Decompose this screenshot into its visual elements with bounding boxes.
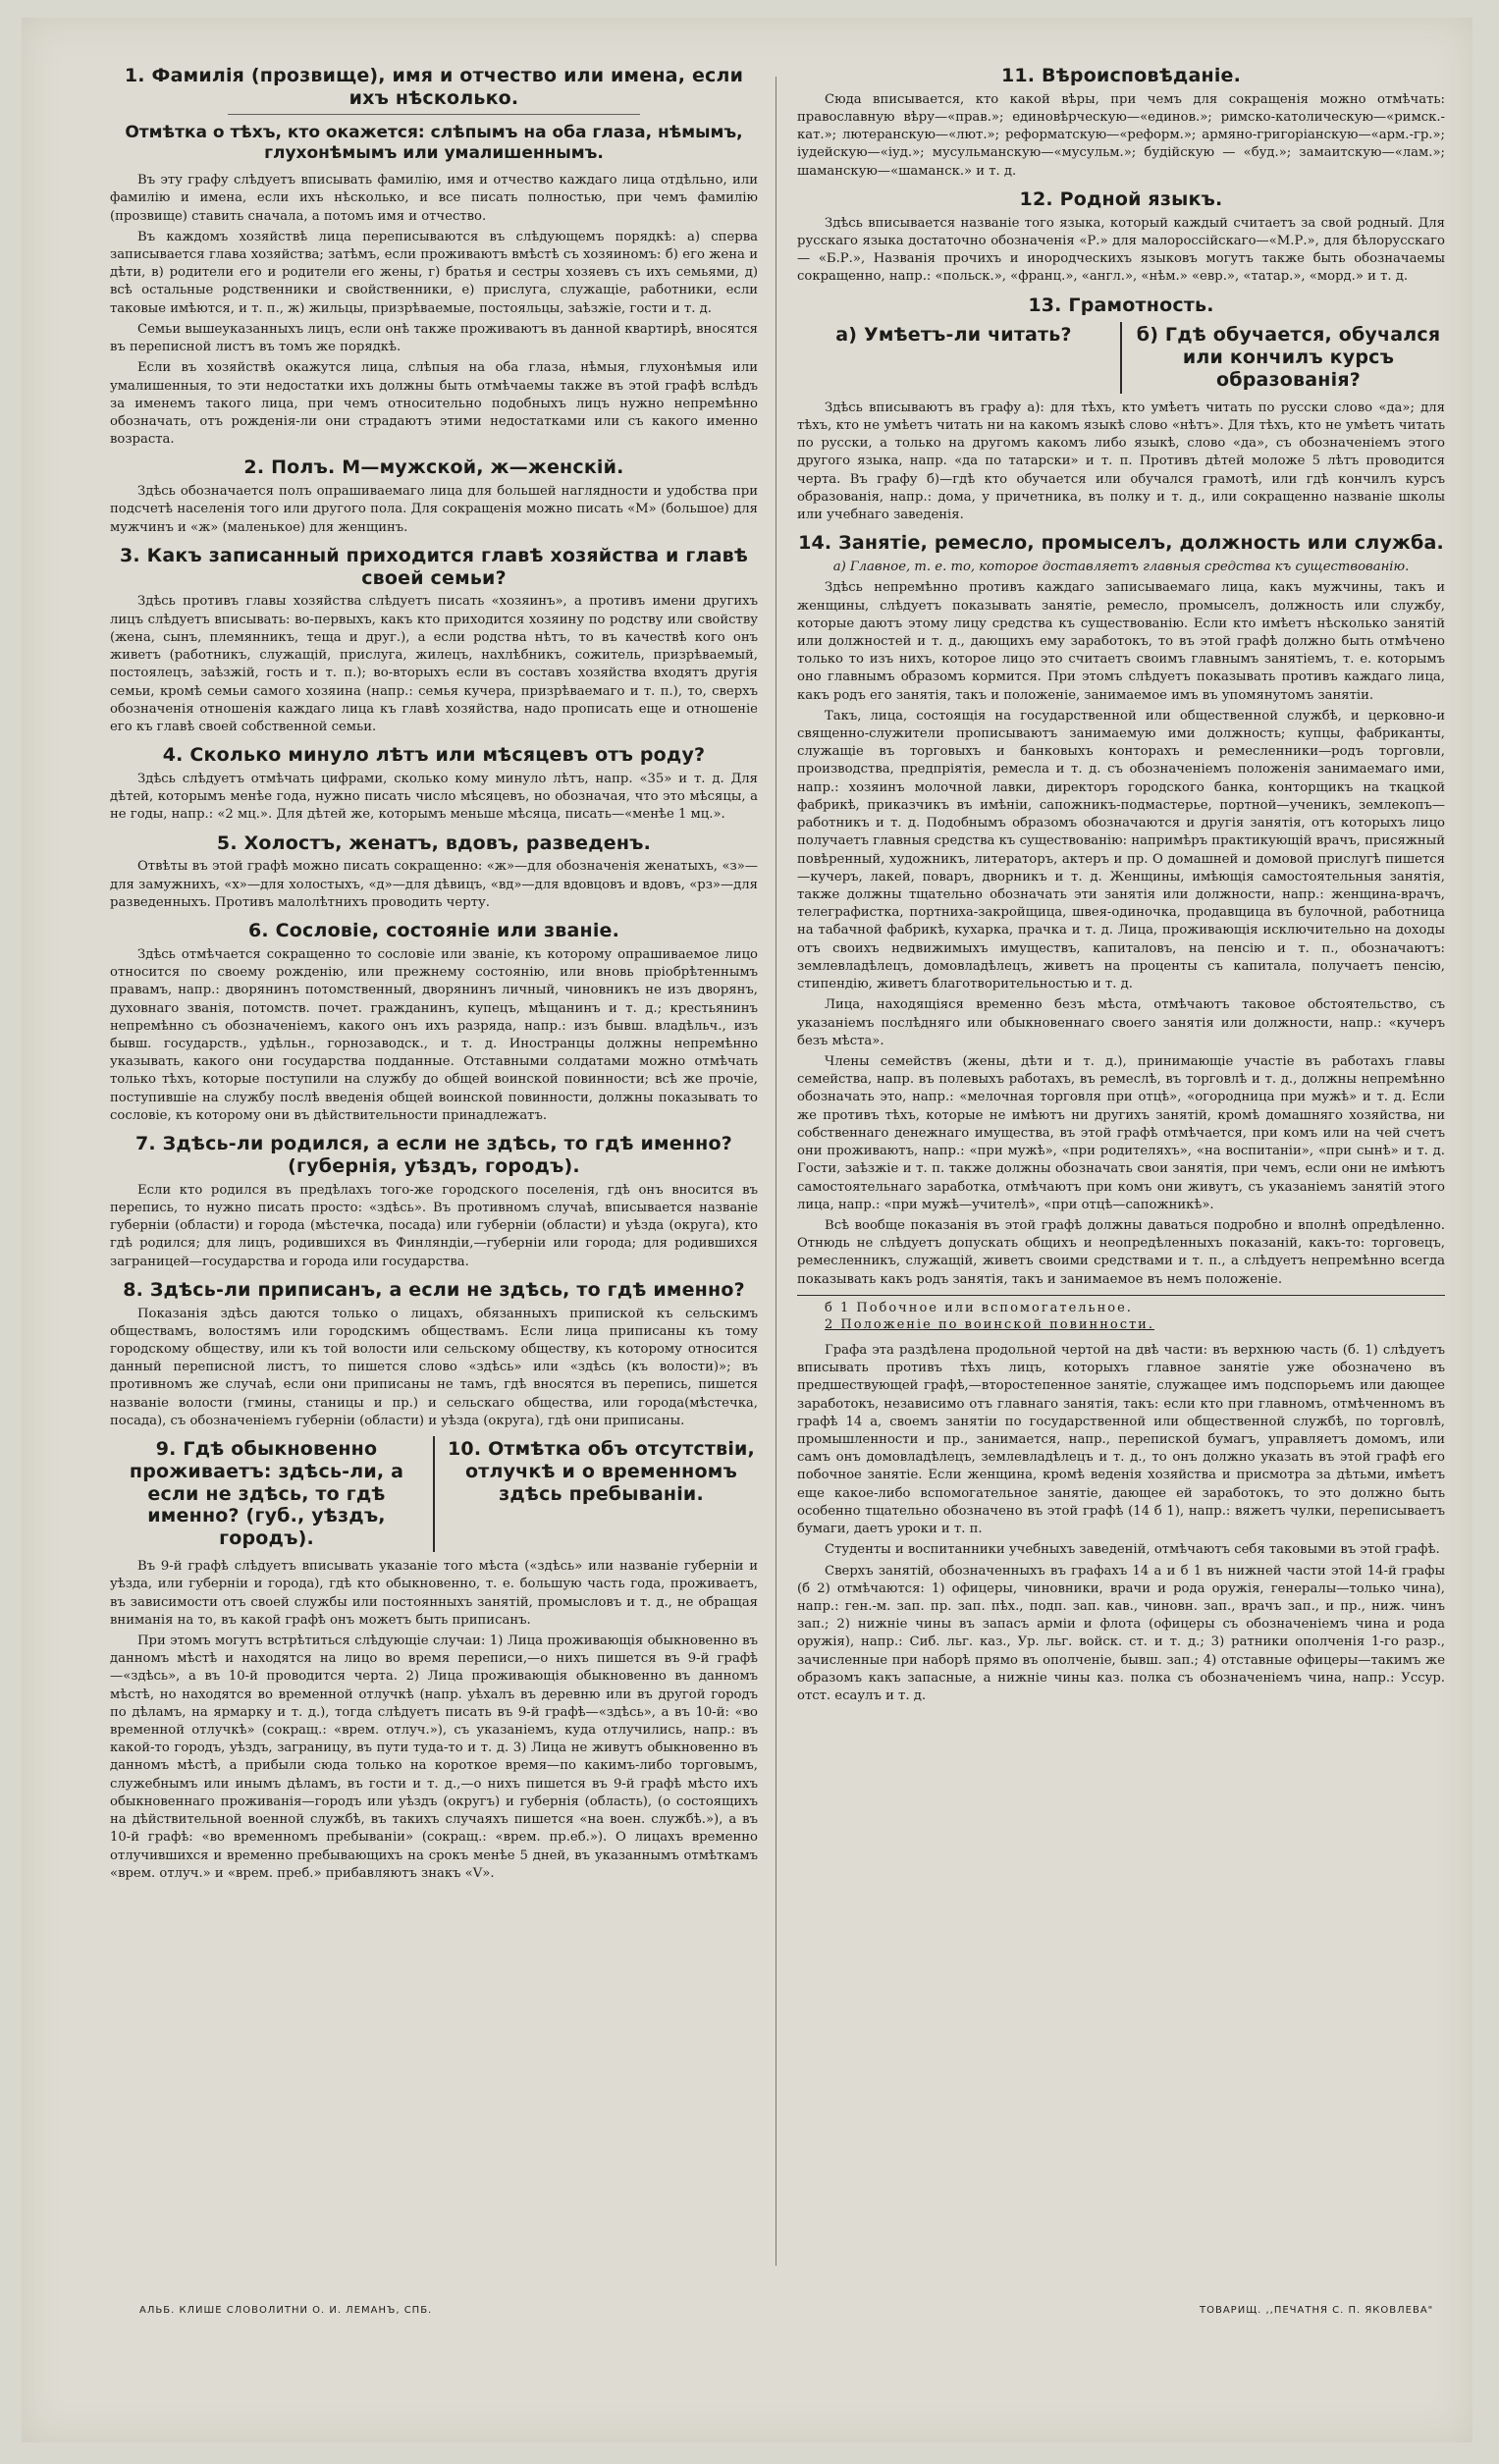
section-6-title: 6. Сословіе, состояніе или званіе. bbox=[247, 920, 620, 942]
section-12-title: 12. Родной языкъ. bbox=[1019, 187, 1223, 210]
section-11-title: 11. Вѣроисповѣданіе. bbox=[1000, 65, 1242, 86]
section-14-title: 14. Занятіе, ремесло, промыселъ, должность или служба. bbox=[798, 532, 1444, 555]
section-14-paragraph: Такъ, лица, состоящія на государственной или общественной службѣ, и церковно-и священно-служители прописываютъ занимаемую ими должность; купцы, фабриканты, служащіе въ торговыхъ и банковыхъ конторахъ и ремесленники—родъ торговли, производства, предпріятія, ремесла и т. д. съ обозначеніемъ положенія занимаемаго ими, напр.: хозяинъ молочной лавки, директоръ городского банка, конторщикъ на ткацкой фабрикѣ, приказчикъ въ имѣніи, сапожникъ-подмастерье, портной—ученикъ, землекопъ—работникъ и т. д. Подобнымъ образомъ обозначаются и другія занятія, отъ которыхъ лицо получаетъ главныя средства къ существованію: напримѣръ практикующій врачъ, присяжный повѣренный, художникъ, литераторъ, актеръ и пр. О домашней и домовой прислугѣ пишется—кучеръ, лакей, поваръ, дворникъ и т. д. Женщины, имѣющія самостоятельныя занятія, также должны тщательно обозначать эти занятія или должности, напр.: женщина-врачъ, телеграфистка, портниха-закройщица, швея-одиночка, продавщица въ булочной, работница на табачной фабрикѣ, кухарка, прачка и т. д. Лица, проживающія исключительно на доходы отъ своихъ недвижимыхъ имуществъ, капиталовъ, на пенсію и т. п., обозначаютъ: землевладѣлецъ, домовладѣлецъ, живетъ на проценты съ капитала, получаетъ пенсію, стипендію, живетъ благотворительностью и т. д. bbox=[797, 708, 1445, 992]
section-14-paragraph: Члены семействъ (жены, дѣти и т. д.), принимающіе участіе въ работахъ главы семейства, напр. въ полевыхъ работахъ, въ ремеслѣ, въ торговлѣ и т. д., должны непремѣнно обозначать это, напр.: «мелочная торговля при отцѣ», «огородница при мужѣ» и т. д. Если же противъ тѣхъ, которые не имѣютъ ни другихъ занятій, кромѣ домашняго хозяйства, ни собственнаго денежнаго имущества, въ этой графѣ отмѣчается, при комъ или на чей счетъ они проживаютъ, напр.: «при мужѣ», «при родителяхъ», «на воспитаніи», «при сынѣ» и т. д. Гости, заѣзжіе и т. п. также должны обозначать свои занятія, при чемъ, если они не имѣютъ самостоятельнаго заработка, отмѣчаютъ при комъ они живутъ, съ указаніемъ занятій этого лица, напр.: «при мужѣ—учителѣ», «при отцѣ—сапожникѣ». bbox=[797, 1053, 1445, 1212]
left-column bbox=[110, 57, 758, 1886]
section-7-paragraph: Если кто родился въ предѣлахъ того-же городского поселенія, гдѣ онъ вносится въ перепись, то нужно писать просто: «здѣсь». Въ противномъ случаѣ, вписывается названіе губерніи (области) и города (мѣстечка, посада) или губерніи (области) и уѣзда (округа), кто гдѣ родился; для лицъ, родившихся въ Финляндіи,—губерніи или города; для родившихся заграницей—государства и города или государства. bbox=[110, 1182, 758, 1269]
section-1-paragraph: Въ каждомъ хозяйствѣ лица переписываются въ слѣдующемъ порядкѣ: а) сперва записывается глава хозяйства; затѣмъ, если проживаютъ вмѣстѣ съ хозяиномъ: б) его жена и дѣти, в) родители его и родители его жены, г) братья и сестры хозяевъ съ ихъ семьями, д) всѣ остальные родственники и свойственники, е) прислуга, служащіе, работники, если таковые имѣются, и т. п., ж) жильцы, призрѣваемые, постояльцы, заѣзжіе, гости и т. д. bbox=[110, 229, 758, 316]
section-2-title: 2. Полъ. М—мужской, ж—женскій. bbox=[243, 456, 624, 479]
right-column bbox=[797, 57, 1445, 1708]
section-10-header bbox=[433, 1436, 758, 1552]
section-11-paragraph: Сюда вписывается, кто какой вѣры, при чемъ для сокращенія можно отмѣчать: православную вѣру—«прав.»; единовѣрческую—«единов.»; римско-католическую—«римск.-кат.»; лютеранскую—«лют.»; реформатскую—«реформ.»; армяно-григоріанскую—«арм.-гр.»; іудейскую—«іуд.»; мусульманскую—«мусульм.»; будійскую — «буд.»; замаитскую—«лам.»; шаманскую—«шаманск.» и т. д. bbox=[797, 91, 1445, 179]
section-14b-paragraph: Графа эта раздѣлена продольной чертой на двѣ части: въ верхнюю часть (б. 1) слѣдуетъ вписывать противъ тѣхъ лицъ, которыхъ главное занятіе уже обозначено въ предшествующей графѣ,—второстепенное занятіе, служащее имъ подспорьемъ или дающее заработокъ, независимо отъ главнаго занятія, такъ: если кто при главномъ, отмѣченномъ въ графѣ 14 а, своемъ занятіи по государственной или общественной службѣ, по торговлѣ, промышленности и пр., занимается, напр., перепиской бумагъ, управляетъ домомъ, или самъ онъ домовладѣлецъ, землевладѣлецъ и т. д., то онъ должно указать въ этой графѣ его побочное занятіе. Если женщина, кромѣ веденія хозяйства и присмотра за дѣтьми, имѣетъ еще какое-либо вспомогательное занятіе, дающее ей заработокъ, то это должно быть особенно тщательно обозначено въ этой графѣ (14 б 1), напр.: вяжетъ чулки, переписываетъ бумаги, даетъ уроки и т. п. bbox=[797, 1342, 1445, 1537]
section-9-header bbox=[110, 1436, 423, 1552]
section-12-paragraph: Здѣсь вписывается названіе того языка, который каждый считаетъ за свой родный. Для русскаго языка достаточно обозначенія «Р.» для малороссійскаго—«М.Р.», для бѣлорусскаго — «Б.Р.», Названія прочихъ и инородческихъ языковъ могутъ также быть обозначаемы сокращенно, напр.: «польск.», «франц.», «англ.», «нѣм.» «евр.», «татар.», «морд.» и т. д. bbox=[797, 215, 1445, 285]
section-9-title: 9. Гдѣ обыкновенно проживаетъ: здѣсь-ли, а если не здѣсь, то гдѣ именно? (губ., уѣздъ, городъ). bbox=[129, 1438, 404, 1550]
section-4-paragraph: Здѣсь слѣдуетъ отмѣчать цифрами, сколько кому минуло лѣтъ, напр. «35» и т. д. Для дѣтей, которымъ менѣе года, нужно писать число мѣсяцевъ, но обозначая, что это мѣсяцы, а не годы, напр.: «2 мц.». Для дѣтей же, которымъ меньше мѣсяца, писать—«менѣе 1 мц.». bbox=[110, 771, 758, 823]
section-14-paragraph: Всѣ вообще показанія въ этой графѣ должны даваться подробно и вполнѣ опредѣленно. Отнюдь не слѣдуетъ допускать общихъ и неопредѣленныхъ показаній, какъ-то: торговецъ, ремесленникъ, служащій, живетъ своими средствами и т. п., а слѣдуетъ непремѣнно всегда показывать какъ родъ занятія, такъ и занимаемое въ немъ положеніе. bbox=[797, 1217, 1445, 1287]
section-14-paragraph: Здѣсь непремѣнно противъ каждаго записываемаго лица, какъ мужчины, такъ и женщины, слѣдуетъ показывать занятіе, ремесло, промыселъ, должность или службу, которые даютъ этому лицу средства къ существованію. Если кто имѣетъ нѣсколько занятій или должностей и т. д., дающихъ ему заработокъ, то въ этой графѣ должно быть отмѣчено только то изъ нихъ, которое лицо это считаетъ своимъ главнымъ занятіемъ, т. е. которымъ оно главнымъ образомъ кормится. При этомъ слѣдуетъ показывать противъ каждаго лица, какъ родъ его занятія, такъ и положеніе, занимаемое имъ въ упомянутомъ занятіи. bbox=[797, 580, 1445, 703]
section-1-paragraph: Если въ хозяйствѣ окажутся лица, слѣпыя на оба глаза, нѣмыя, глухонѣмыя или умалишенныя, то эти недостатки ихъ должны быть отмѣчаемы также въ этой графѣ вслѣдъ за именемъ такого лица, при чемъ относительно подобныхъ лицъ нужно непремѣнно обозначать, отъ рожденія-ли они страдаютъ этими недостатками или съ какого именно возраста. bbox=[110, 360, 758, 448]
census-sheet bbox=[22, 18, 1472, 2442]
section-10-title: 10. Отмѣтка объ отсутствіи, отлучкѣ и о временномъ здѣсь пребываніи. bbox=[448, 1438, 755, 1505]
sections-9-10-header bbox=[110, 1436, 758, 1552]
section-13b-title: б) Гдѣ обучается, обучался или кончилъ курсъ образованія? bbox=[1136, 324, 1441, 391]
section-13b-header bbox=[1120, 322, 1445, 393]
divider bbox=[228, 114, 640, 115]
section-13-subheaders bbox=[797, 322, 1445, 393]
section-13-paragraph: Здѣсь вписываютъ въ графу а): для тѣхъ, кто умѣетъ читать по русски слово «да»; для тѣхъ, кто не умѣетъ читать ни на какомъ языкѣ слово «нѣтъ». Для тѣхъ, кто не умѣетъ читать по русски, а только на другомъ какомъ либо языкѣ, слово «да», съ обозначеніемъ этого другого языка, напр. «да по татарски» и т. п. Противъ дѣтей моложе 5 лѣтъ проводится черта. Въ графу б)—гдѣ кто обучается или обучался грамотѣ, или гдѣ кончилъ курсъ образованія, напр.: дома, у причетника, въ полку и т. д., или сокращенно названіе школы или учебнаго заведенія. bbox=[797, 400, 1445, 523]
section-5-paragraph: Отвѣты въ этой графѣ можно писать сокращенно: «ж»—для обозначенія женатыхъ, «з»—для замужнихъ, «х»—для холостыхъ, «д»—для дѣвицъ, «вд»—для вдовцовъ и вдовъ, «рз»—для разведенныхъ. Противъ малолѣтнихъ проводить черту. bbox=[110, 859, 758, 910]
section-1-title: 1. Фамилія (прозвище), имя и отчество или имена, если ихъ нѣсколько. bbox=[124, 65, 744, 109]
section-1-subtitle: Отмѣтка о тѣхъ, кто окажется: слѣпымъ на оба глаза, нѣмымъ, глухонѣмымъ или умалишеннымъ. bbox=[125, 122, 743, 163]
section-13a-header bbox=[797, 322, 1110, 393]
section-1-paragraph: Въ эту графу слѣдуетъ вписывать фамилію, имя и отчество каждаго лица отдѣльно, или фамилію и имена, если ихъ нѣсколько, и все писать полностью, при чемъ фамилію (прозвище) ставить сначала, а потомъ имя и отчество. bbox=[110, 173, 758, 224]
section-8-title: 8. Здѣсь-ли приписанъ, а если не здѣсь, то гдѣ именно? bbox=[123, 1278, 745, 1301]
section-14b-paragraph: Студенты и воспитанники учебныхъ заведеній, отмѣчаютъ себя таковыми въ этой графѣ. bbox=[825, 1542, 1440, 1558]
section-2-paragraph: Здѣсь обозначается полъ опрашиваемаго лица для большей наглядности и удобства при подсчетѣ населенія того или другого пола. Для сокращенія можно писать «М» (большое) для мужчинъ и «ж» (маленькое) для женщинъ. bbox=[110, 484, 758, 535]
section-14b-paragraph: Сверхъ занятій, обозначенныхъ въ графахъ 14 а и б 1 въ нижней части этой 14-й графы (б 2) отмѣчаются: 1) офицеры, чиновники, врачи и рода оружія, генералы—только чина), напр.: ген.-м. зап. пр. зап. пѣх., подп. зап. кав., чиновн. зап., врачъ зап., и пр., ниж. чинъ зап.; 2) нижніе чины въ запасъ арміи и флота (офицеры съ обозначеніемъ чина и рода оружія), напр.: Сиб. льг. каз., Ур. льг. войск. ст. и т. д.; 3) ратники ополченія 1-го разр., зачисленные при наборѣ прямо въ ополченіе, бывш. зап.; 4) отставные офицеры—такимъ же образомъ какъ запасные, а нижніе чины каз. полка съ обозначеніемъ чина, напр.: Уссур. отст. есаулъ и т. д. bbox=[797, 1563, 1445, 1704]
footnote-b2: 2 Положеніе по воинской повинности. bbox=[825, 1317, 1154, 1333]
section-5-title: 5. Холостъ, женатъ, вдовъ, разведенъ. bbox=[216, 831, 652, 854]
section-8-paragraph: Показанія здѣсь даются только о лицахъ, обязанныхъ припиской къ сельскимъ обществамъ, волостямъ или городскимъ обществамъ. Если лица приписаны къ тому городскому обществу, или къ той волости или сельскому обществу, къ которому относится данный переписной листъ, то пишется слово «здѣсь» или «здѣсь (къ волости)»; въ противномъ же случаѣ, если они приписаны не тамъ, гдѣ вносятся въ перепись, пишется названіе волости (гмины, станицы и пр.) и сельскаго общества, или города(мѣстечка, посада), съ обозначеніемъ губерніи (области) и уѣзда (округа), гдѣ они приписаны. bbox=[110, 1306, 758, 1428]
section-3-title: 3. Какъ записанный приходится главѣ хозяйства и главѣ своей семьи? bbox=[119, 544, 749, 589]
printer-imprint-left: АЛЬБ. КЛИШЕ СЛОВОЛИТНИ О. И. ЛЕМАНЪ, СПБ. bbox=[139, 2305, 433, 2316]
section-9-paragraph: При этомъ могутъ встрѣтиться слѣдующіе случаи: 1) Лица проживающія обыкновенно въ данномъ мѣстѣ и находятся на лицо во время переписи,—о нихъ пишется въ 9-й графѣ—«здѣсь», а въ 10-й проводится черта. 2) Лица проживающія обыкновенно въ данномъ мѣстѣ, но находятся во временной отлучкѣ (напр. уѣхалъ въ деревню или въ другой городъ по дѣламъ, на ярмарку и т. д.), тогда слѣдуетъ писать въ 9-й графѣ—«здѣсь», а въ 10-й: «во временной отлучкѣ» (сокращ.: «врем. отлуч.»), съ указаніемъ, куда отлучились, напр.: въ какой-то городъ, уѣздъ, заграницу, въ пути туда-то и т. д. 3) Лица не живутъ обыкновенно въ данномъ мѣстѣ, а прибыли сюда только на короткое время—по какимъ-либо торговымъ, служебнымъ или инымъ дѣламъ, въ гости и т. д.,—о нихъ пишется въ 9-й графѣ мѣсто ихъ обыкновеннаго проживанія—городъ или уѣздъ (округъ) и губернія (область), (о состоящихъ на дѣйствительной военной службѣ, въ такихъ случаяхъ пишется «на воен. службѣ.»), а въ 10-й графѣ: «во временномъ пребываніи» (сокращ.: «врем. пр.еб.»). О лицахъ временно отлучившихся и временно пребывающихъ на срокъ менѣе 5 дней, въ указаннымъ отмѣткамъ «врем. отлуч.» и «врем. преб.» прибавляютъ знакъ «V». bbox=[110, 1633, 758, 1881]
section-14-paragraph: Лица, находящіяся временно безъ мѣста, отмѣчаютъ таковое обстоятельство, съ указаніемъ послѣдняго или обыкновеннаго своего занятія или должности, напр.: «кучеръ безъ мѣста». bbox=[797, 997, 1445, 1048]
footnote-b1: б 1 Побочное или вспомогательное. bbox=[825, 1300, 1133, 1315]
section-13a-title: а) Умѣетъ-ли читать? bbox=[835, 324, 1072, 347]
section-13-title: 13. Грамотность. bbox=[1028, 294, 1214, 316]
section-4-title: 4. Сколько минуло лѣтъ или мѣсяцевъ отъ роду? bbox=[162, 744, 706, 767]
section-7-title: 7. Здѣсь-ли родился, а если не здѣсь, то гдѣ именно? (губернія, уѣздъ, городъ). bbox=[135, 1133, 732, 1177]
printer-imprint-right: ТОВАРИЩ. ,,ПЕЧАТНЯ С. П. ЯКОВЛЕВА" bbox=[1200, 2305, 1434, 2316]
section-14b-headers bbox=[797, 1295, 1445, 1334]
section-6-paragraph: Здѣсь отмѣчается сокращенно то сословіе или званіе, къ которому опрашиваемое лицо относится по своему рожденію, или прежнему состоянію, или вновь пріобрѣтеннымъ правамъ, напр.: дворянинъ потомственный, дворянинъ личный, чиновникъ не изъ дворянъ, духовнаго званія, потомств. почет. гражданинъ, купецъ, мѣщанинъ и т. д.; крестьянинъ непремѣнно съ обозначеніемъ, какого онъ ихъ разряда, напр.: изъ бывш. владѣльч., изъ бывш. государств., удѣльн., горнозаводск., и т. д. Иностранцы должны непремѣнно указывать, какого они государства подданные. Отставными солдатами можно отмѣчать только тѣхъ, которые поступили на службу до общей воинской повинности; всѣ же прочіе, поступившіе на службу послѣ введенія общей воинской повинности, должны показывать то сословіе, къ которому они въ дѣйствительности принадлежатъ. bbox=[110, 946, 758, 1123]
section-14a-subtitle: а) Главное, т. е. то, которое доставляетъ главныя средства къ существованію. bbox=[832, 560, 1410, 575]
section-9-paragraph: Въ 9-й графѣ слѣдуетъ вписывать указаніе того мѣста («здѣсь» или названіе губерніи и уѣзда, или губерніи и города), гдѣ кто обыкновенно, т. е. большую часть года, проживаетъ, въ зависимости отъ своей службы или постоянныхъ занятій, промысловъ и т. д., не обращая вниманія на то, въ какой графѣ онъ можетъ быть приписанъ. bbox=[110, 1559, 758, 1628]
section-1-paragraph: Семьи вышеуказанныхъ лицъ, если онѣ также проживаютъ въ данной квартирѣ, вносятся въ переписной листъ въ томъ же порядкѣ. bbox=[110, 321, 758, 355]
section-3-paragraph: Здѣсь противъ главы хозяйства слѣдуетъ писать «хозяинъ», а противъ имени другихъ лицъ слѣдуетъ вписывать: во-первыхъ, какъ кто приходится хозяину по родству или свойству (жена, сынъ, племянникъ, теща и друг.), а если родства нѣтъ, то въ качествѣ кого онъ живетъ (работникъ, служащій, прислуга, жилецъ, нахлѣбникъ, сожитель, призрѣваемый, постоялецъ, заѣзжій, гость и т. п.); во-вторыхъ если въ составъ хозяйства входятъ другія семьи, кромѣ семьи самого хозяина (напр.: семья кучера, призрѣваемаго и т. п.), то, сверхъ обозначенія отношенія каждаго лица къ главѣ хозяйства, надо прописать еще и отношеніе его къ главѣ своей собственной семьи. bbox=[110, 594, 758, 734]
